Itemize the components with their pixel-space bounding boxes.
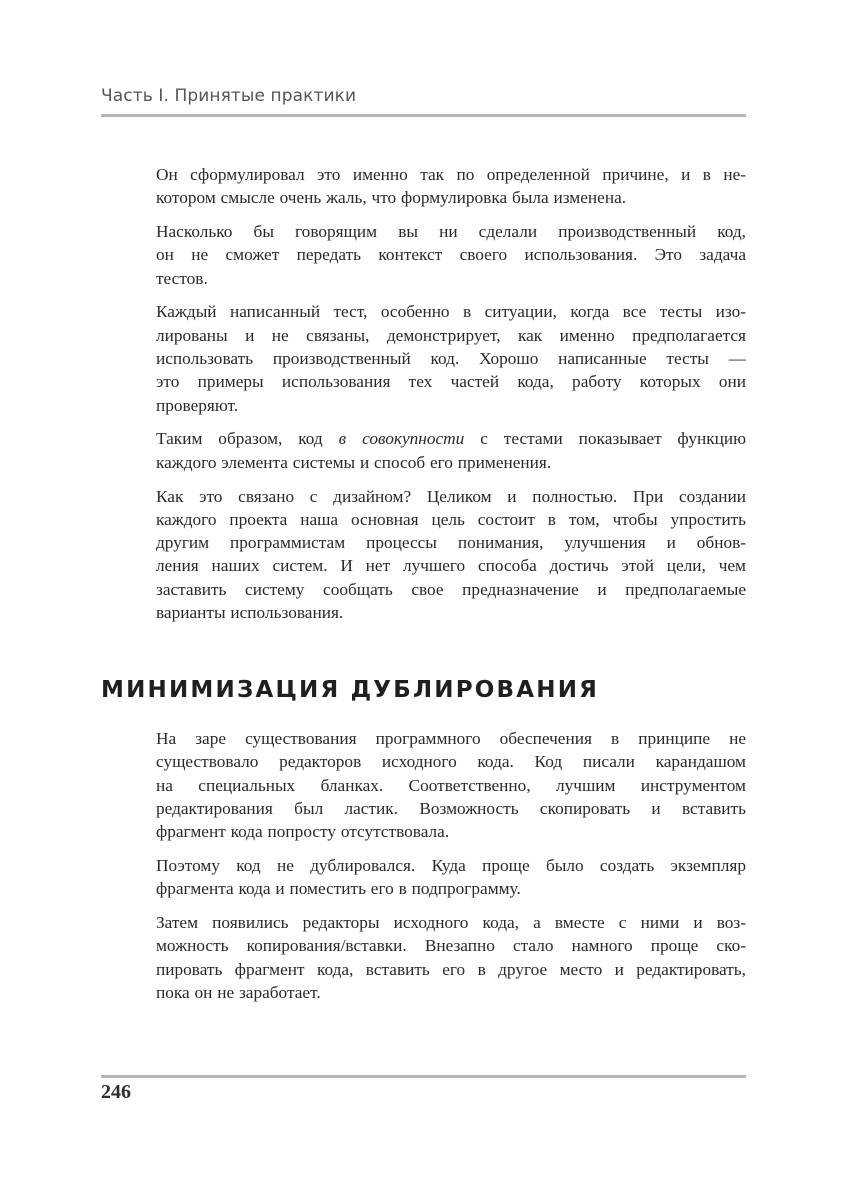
text-line: он не сможет передать контекст своего использования. Это задача bbox=[156, 245, 746, 265]
header-rule bbox=[101, 114, 746, 117]
text-line: Насколько бы говорящим вы ни сделали производственный код, bbox=[156, 222, 746, 242]
section-heading: МИНИМИЗАЦИЯ ДУБЛИРОВАНИЯ bbox=[101, 677, 600, 703]
text-line: Он сформулировал это именно так по определенной причине, и в не- bbox=[156, 165, 746, 184]
text-line: каждого проекта наша основная цель состоит в том, чтобы упростить bbox=[156, 509, 746, 529]
text-line: можность копирования/вставки. Внезапно стало намного проще ско- bbox=[156, 936, 746, 956]
footer-rule bbox=[101, 1075, 746, 1078]
text-line: заставить систему сообщать свое предназначение и предполагаемые bbox=[156, 579, 746, 599]
paragraph bbox=[156, 427, 746, 474]
body-text-section-1 bbox=[156, 163, 746, 635]
paragraph bbox=[156, 911, 746, 1004]
paragraph bbox=[156, 300, 746, 416]
text-line: фрагмента кода и поместить его в подпрограмму. bbox=[156, 879, 521, 899]
text-line: Затем появились редакторы исходного кода, а вместе с ними и воз- bbox=[156, 913, 746, 933]
text-line: на специальных бланках. Соответственно, лучшим инструментом bbox=[156, 775, 746, 795]
text-line: Поэтому код не дублировался. Куда проще было создать экземпляр bbox=[156, 855, 746, 875]
page-number: 246 bbox=[101, 1081, 131, 1103]
body-text-section-2 bbox=[156, 727, 746, 1015]
text-line: варианты использования. bbox=[156, 603, 344, 623]
text-line: фрагмент кода попросту отсутствовала. bbox=[156, 822, 450, 842]
text-line: это примеры использования тех частей кода, работу которых они bbox=[156, 372, 746, 392]
text-line: лированы и не связаны, демонстрирует, как именно предполагается bbox=[156, 325, 746, 345]
text-line: другим программистам процессы понимания, улучшения и обнов- bbox=[156, 533, 746, 553]
text-line: ления наших систем. И нет лучшего способа достичь этой цели, чем bbox=[156, 556, 746, 576]
text-line bbox=[156, 427, 746, 450]
text-line: Как это связано с дизайном? Целиком и полностью. При создании bbox=[156, 486, 746, 506]
text-line: котором смысле очень жаль, что формулировка была изменена. bbox=[156, 188, 627, 208]
text-line: существовало редакторов исходного кода. Код писали карандашом bbox=[156, 752, 746, 772]
text-line: пока он не заработает. bbox=[156, 982, 321, 1002]
text-run: Таким образом, код bbox=[156, 429, 339, 449]
paragraph bbox=[156, 163, 746, 210]
text-run: с тестами показывает функцию bbox=[464, 429, 747, 449]
paragraph bbox=[156, 854, 746, 901]
text-line: тестов. bbox=[156, 268, 208, 288]
text-line: На заре существования программного обеспечения в принципе не bbox=[156, 729, 746, 748]
paragraph bbox=[156, 220, 746, 290]
text-line: использовать производственный код. Хорошо написанные тесты — bbox=[156, 349, 746, 369]
paragraph bbox=[156, 485, 746, 625]
running-head: Часть I. Принятые практики bbox=[101, 86, 357, 106]
text-line: Каждый написанный тест, особенно в ситуации, когда все тесты изо- bbox=[156, 302, 746, 322]
text-line: проверяют. bbox=[156, 395, 239, 415]
text-line: каждого элемента системы и способ его применения. bbox=[156, 452, 552, 472]
text-line: редактирования был ластик. Возможность скопировать и вставить bbox=[156, 798, 746, 818]
text-line: пировать фрагмент кода, вставить его в другое место и редактировать, bbox=[156, 959, 746, 979]
paragraph bbox=[156, 727, 746, 843]
emphasis-text: в совокупности bbox=[338, 429, 465, 449]
